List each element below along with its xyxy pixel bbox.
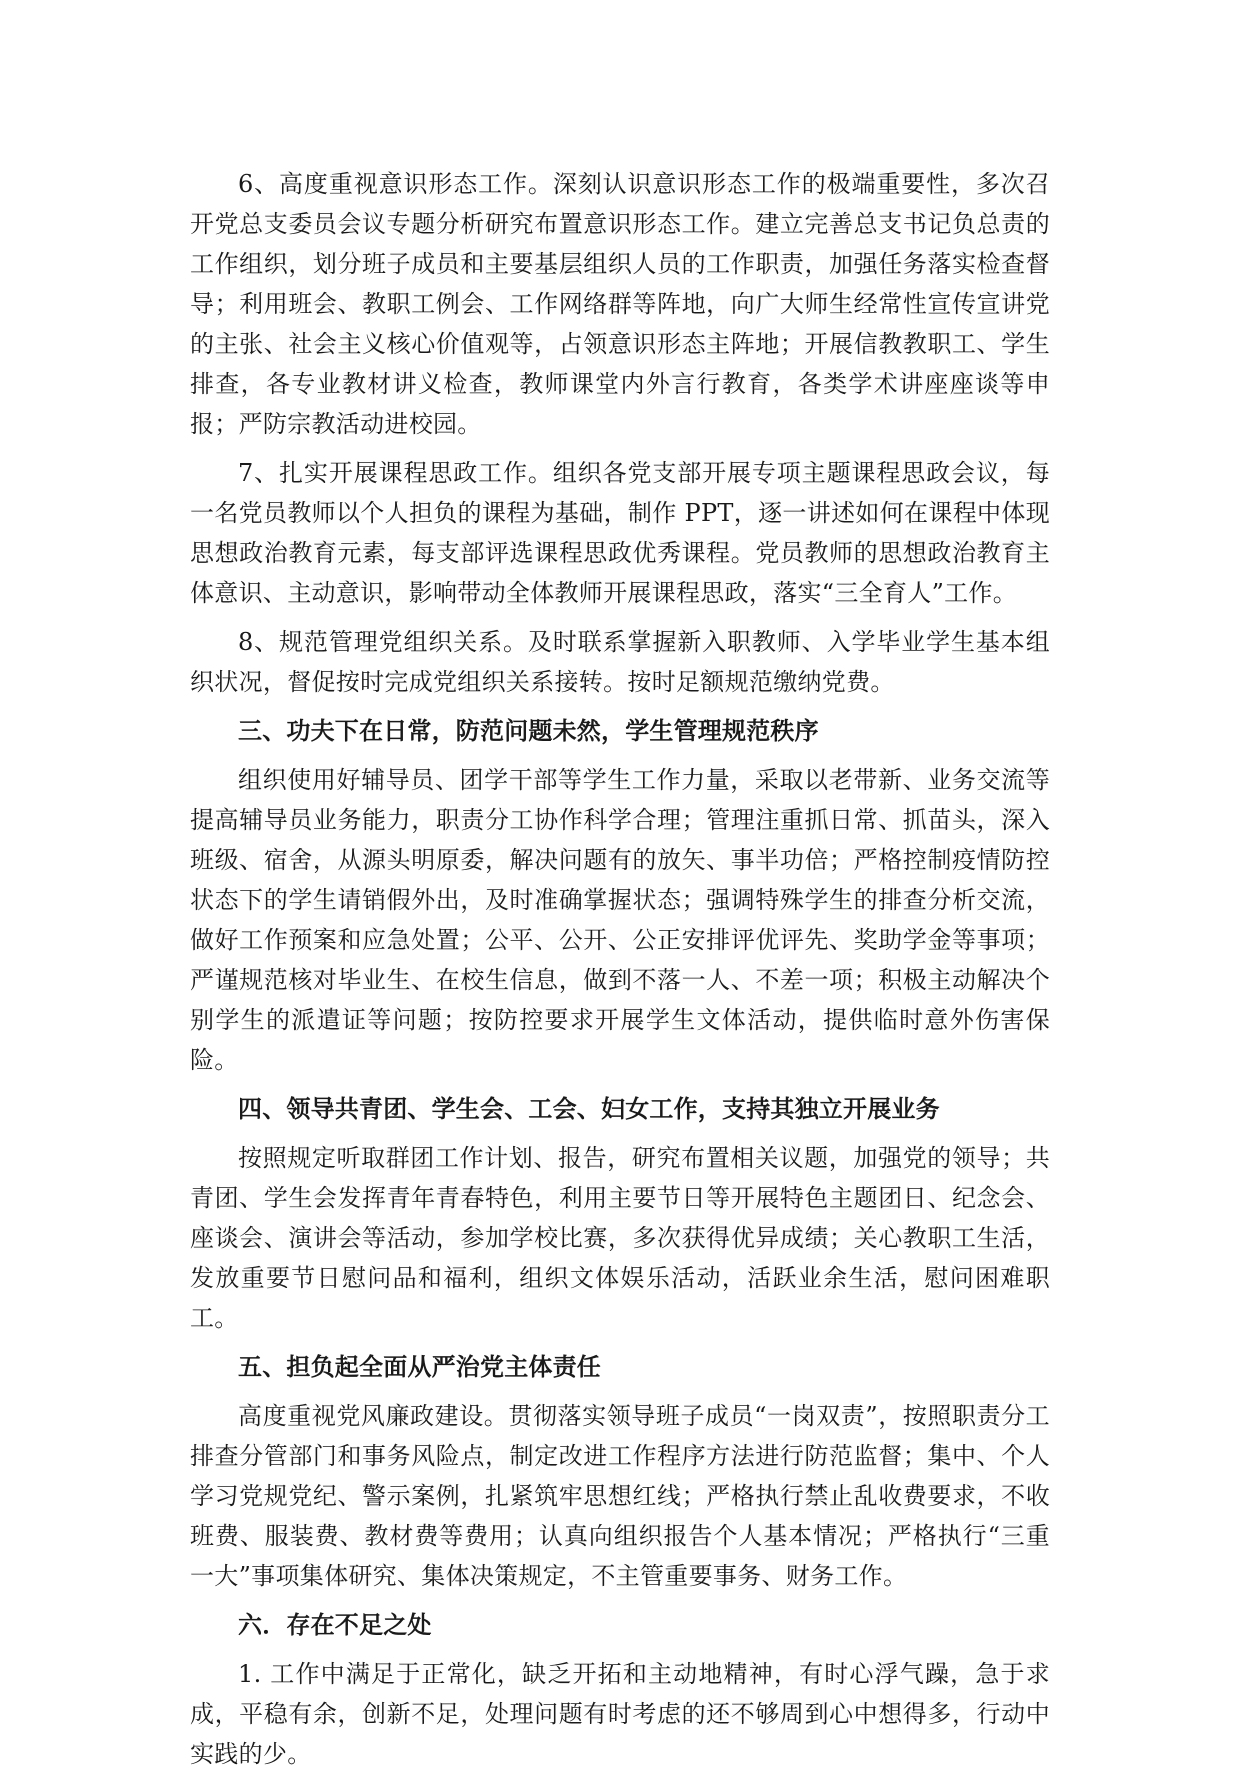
paragraph-mass-organizations: 按照规定听取群团工作计划、报告，研究布置相关议题，加强党的领导；共青团、学生会发挥青年青春特色，利用主要节日等开展特色主题团日、纪念会、座谈会、演讲会等活动，参加学校比赛，多次获得优异成绩；关心教职工生活，发放重要节日慰问品和福利，组织文体娱乐活动，活跃业余生活，慰问困难职工。 (190, 1144, 1050, 1332)
section-heading-student-management: 三、功夫下在日常，防范问题未然，学生管理规范秩序 (238, 717, 819, 745)
paragraph-course-ideology: 7、扎实开展课程思政工作。组织各党支部开展专项主题课程思政会议，每一名党员教师以个人担负的课程为基础，制作 PPT，逐一讲述如何在课程中体现思想政治教育元素，每支部评选课程思政优秀课程。党员教师的思想政治教育主体意识、主动意识，影响带动全体教师开展课程思政，落实“三全育人”工作。 (190, 459, 1050, 607)
paragraph-shortcoming-1: 1. 工作中满足于正常化，缺乏开拓和主动地精神，有时心浮气躁，急于求成，平稳有余，创新不足，处理问题有时考虑的还不够周到心中想得多，行动中实践的少。 (190, 1660, 1050, 1768)
document-body (190, 164, 1050, 1783)
section-heading-party-discipline: 五、担负起全面从严治党主体责任 (238, 1353, 601, 1381)
paragraph-party-discipline: 高度重视党风廉政建设。贯彻落实领导班子成员“一岗双责”，按照职责分工排查分管部门和事务风险点，制定改进工作程序方法进行防范监督；集中、个人学习党规党纪、警示案例，扎紧筑牢思想红线；严格执行禁止乱收费要求，不收班费、服装费、教材费等费用；认真向组织报告个人基本情况；严格执行“三重一大”事项集体研究、集体决策规定，不主管重要事务、财务工作。 (190, 1402, 1050, 1590)
paragraph-student-management: 组织使用好辅导员、团学干部等学生工作力量，采取以老带新、业务交流等提高辅导员业务能力，职责分工协作科学合理；管理注重抓日常、抓苗头，深入班级、宿舍，从源头明原委，解决问题有的放矢、事半功倍；严格控制疫情防控状态下的学生请销假外出，及时准确掌握状态；强调特殊学生的排查分析交流，做好工作预案和应急处置；公平、公开、公正安排评优评先、奖助学金等事项；严谨规范核对毕业生、在校生信息，做到不落一人、不差一项；积极主动解决个别学生的派遣证等问题；按防控要求开展学生文体活动，提供临时意外伤害保险。 (190, 766, 1050, 1074)
section-heading-shortcomings: 六．存在不足之处 (238, 1611, 432, 1639)
section-heading-mass-organizations: 四、领导共青团、学生会、工会、妇女工作，支持其独立开展业务 (238, 1095, 940, 1123)
paragraph-party-relations: 8、规范管理党组织关系。及时联系掌握新入职教师、入学毕业学生基本组织状况，督促按时完成党组织关系接转。按时足额规范缴纳党费。 (190, 628, 1050, 696)
paragraph-ideology-work: 6、高度重视意识形态工作。深刻认识意识形态工作的极端重要性，多次召开党总支委员会议专题分析研究布置意识形态工作。建立完善总支书记负总责的工作组织，划分班子成员和主要基层组织人员的工作职责，加强任务落实检查督导；利用班会、教职工例会、工作网络群等阵地，向广大师生经常性宣传宣讲党的主张、社会主义核心价值观等，占领意识形态主阵地；开展信教教职工、学生排查，各专业教材讲义检查，教师课堂内外言行教育，各类学术讲座座谈等申报；严防宗教活动进校园。 (190, 170, 1050, 438)
